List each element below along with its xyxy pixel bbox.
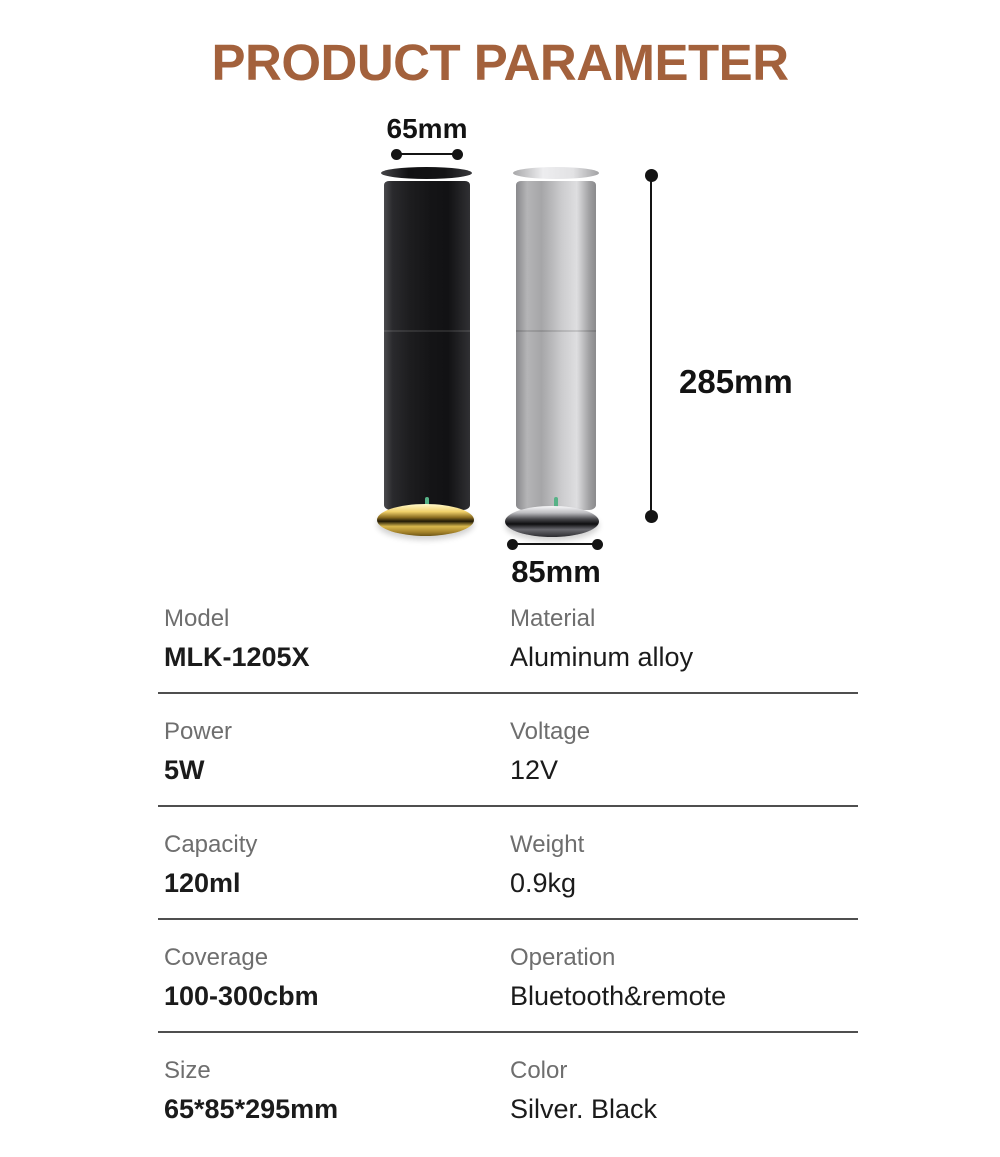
spec-table bbox=[158, 581, 858, 1144]
silver-diffuser-chrome-base bbox=[505, 506, 599, 537]
spec-value: 0.9kg bbox=[510, 868, 577, 898]
spec-row-coverage-operation bbox=[158, 920, 858, 1033]
spec-value: MLK-1205X bbox=[164, 642, 310, 672]
spec-cell-size bbox=[164, 1057, 338, 1124]
black-diffuser-gold-base bbox=[377, 504, 474, 536]
spec-value: Silver. Black bbox=[510, 1094, 658, 1124]
spec-cell-voltage bbox=[510, 718, 590, 785]
spec-cell-color bbox=[510, 1057, 657, 1124]
height-dimension-line bbox=[650, 174, 652, 518]
silver-diffuser-cap bbox=[513, 167, 599, 179]
spec-label: Color bbox=[510, 1057, 568, 1084]
spec-row-model-material bbox=[158, 581, 858, 694]
spec-cell-weight bbox=[510, 831, 584, 898]
spec-row-size-color bbox=[158, 1033, 858, 1144]
spec-value: Bluetooth&remote bbox=[510, 981, 727, 1011]
base-dimension-line bbox=[511, 543, 599, 545]
width-dimension-label: 65mm bbox=[386, 113, 468, 144]
spec-label: Power bbox=[164, 718, 233, 745]
spec-value: 12V bbox=[510, 755, 559, 785]
black-diffuser-body bbox=[384, 181, 470, 510]
spec-label: Material bbox=[510, 605, 596, 632]
silver-diffuser-seam bbox=[516, 330, 596, 332]
spec-label: Weight bbox=[510, 831, 585, 858]
spec-label: Model bbox=[164, 605, 230, 632]
width-dimension-line bbox=[395, 153, 459, 155]
spec-value: 120ml bbox=[164, 868, 241, 898]
page-title: PRODUCT PARAMETER bbox=[211, 34, 789, 91]
spec-cell-material bbox=[510, 605, 693, 672]
black-diffuser-seam bbox=[384, 330, 470, 332]
spec-value: Aluminum alloy bbox=[510, 642, 694, 672]
silver-diffuser-body bbox=[516, 181, 596, 510]
black-diffuser-cap bbox=[381, 167, 472, 179]
spec-cell-capacity bbox=[164, 831, 257, 898]
spec-label: Coverage bbox=[164, 944, 269, 971]
spec-label: Voltage bbox=[510, 718, 591, 745]
height-dimension-label: 285mm bbox=[679, 363, 793, 400]
spec-row-capacity-weight bbox=[158, 807, 858, 920]
spec-cell-power bbox=[164, 718, 232, 785]
spec-row-power-voltage bbox=[158, 694, 858, 807]
spec-label: Operation bbox=[510, 944, 616, 971]
spec-value: 100-300cbm bbox=[164, 981, 319, 1011]
spec-cell-operation bbox=[510, 944, 726, 1011]
spec-value: 5W bbox=[164, 755, 205, 785]
spec-label: Size bbox=[164, 1057, 211, 1084]
spec-value: 65*85*295mm bbox=[164, 1094, 339, 1124]
base-dimension-label: 85mm bbox=[511, 554, 601, 589]
spec-cell-model bbox=[164, 605, 310, 672]
spec-label: Capacity bbox=[164, 831, 258, 858]
spec-cell-coverage bbox=[164, 944, 319, 1011]
